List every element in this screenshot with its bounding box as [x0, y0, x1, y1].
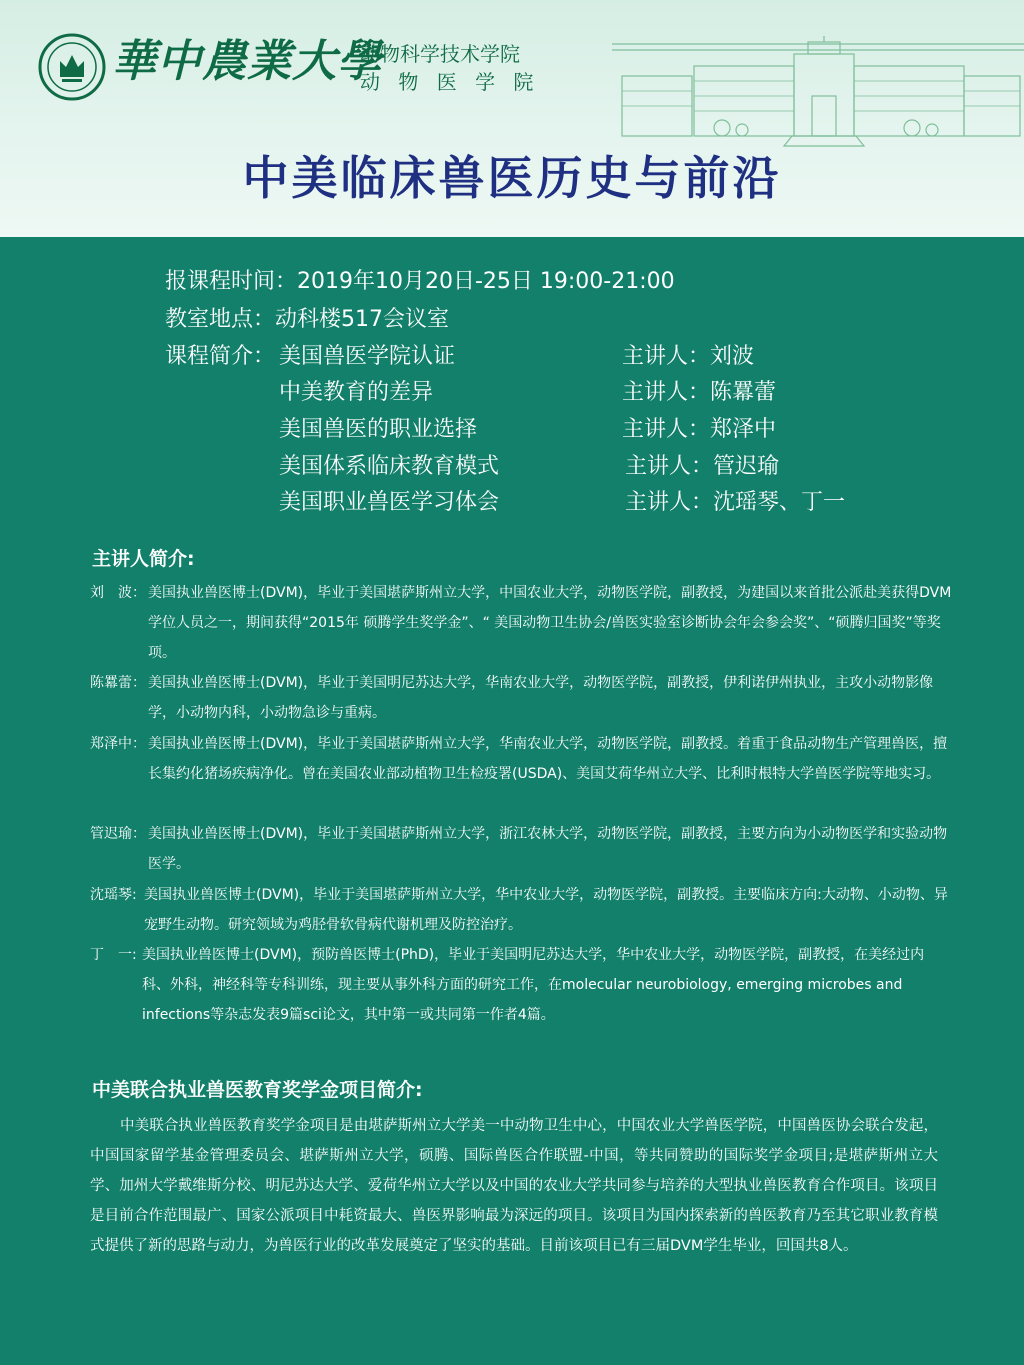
speaker-text: 美国执业兽医博士(DVM)，毕业于美国堪萨斯州立大学，华中农业大学，动物医学院，副教授。主要临床方向:大动物、小动物、异宠野生动物。研究领域为鸡胫骨软骨病代谢机理及防控治疗。 — [144, 887, 948, 933]
speaker-text: 美国执业兽医博士(DVM)，预防兽医博士(PhD)，毕业于美国明尼苏达大学，华中农业大学，动物医学院，副教授，在美经过内科、外科，神经科等专科训练，现主要从事外科方面的研究工作，在molecular neurobiology, emerging microbes and infections等杂志发表9篇sci论文，其中第一或共同第一作者4篇。 — [142, 947, 925, 1023]
speaker-name: 丁 一: — [90, 947, 137, 963]
course-item: 美国兽医的职业选择 — [279, 417, 478, 442]
campus-building-illustration — [612, 36, 1024, 148]
speaker-bio — [90, 578, 950, 668]
program-heading: 中美联合执业兽医教育奖学金项目简介: — [92, 1079, 423, 1101]
course-speaker: 主讲人：郑泽中 — [622, 417, 777, 442]
course-speaker: 主讲人：刘波 — [622, 344, 755, 369]
poster-title: 中美临床兽医历史与前沿 — [242, 151, 782, 205]
speakers-heading: 主讲人简介: — [92, 548, 195, 570]
course-item: 美国体系临床教育模式 — [279, 454, 500, 479]
university-name: 華中農業大學 — [112, 36, 382, 87]
speaker-name: 刘 波： — [90, 585, 146, 601]
speaker-name: 郑泽中： — [90, 736, 146, 752]
speaker-name: 沈瑶琴: — [90, 887, 137, 903]
speaker-bio — [90, 819, 950, 879]
university-seal-icon — [38, 33, 106, 101]
speaker-bio — [90, 940, 950, 1030]
program-description: 中美联合执业兽医教育奖学金项目是由堪萨斯州立大学美一中动物卫生中心，中国农业大学兽医学院，中国兽医协会联合发起，中国国家留学基金管理委员会、堪萨斯州立大学，硕腾、国际兽医合作联盟-中国，等共同赞助的国际奖学金项目;是堪萨斯州立大学、加州大学戴维斯分校、明尼苏达大学、爱荷华州立大学以及中国的农业大学共同参与培养的大型执业兽医教育合作项目。该项目是目前合作范围最广、国家公派项目中耗资最大、兽医界影响最为深远的项目。该项目为国内探索新的兽医教育乃至其它职业教育模式提供了新的思路与动力，为兽医行业的改革发展奠定了坚实的基础。目前该项目已有三届DVM学生毕业，回国共8人。 — [90, 1118, 938, 1254]
course-item: 美国兽医学院认证 — [279, 344, 456, 369]
course-speaker: 主讲人：管迟瑜 — [625, 454, 780, 479]
speaker-name: 管迟瑜： — [90, 826, 146, 842]
speaker-bio — [90, 729, 950, 819]
college-name-1: 动物科学技术学院 — [360, 42, 520, 66]
course-item: 美国职业兽医学习体会 — [279, 490, 500, 515]
speaker-text: 美国执业兽医博士(DVM)，毕业于美国堪萨斯州立大学，中国农业大学，动物医学院，副教授，为建国以来首批公派赴美获得DVM学位人员之一，期间获得“2015年 硕腾学生奖学金”、“ 美国动物卫生协会/兽医实验室诊断协会年会参会奖”、“硕腾归国奖”等奖项。 — [148, 585, 952, 661]
speaker-bio — [90, 668, 950, 728]
speaker-text: 美国执业兽医博士(DVM)，毕业于美国明尼苏达大学，华南农业大学，动物医学院，副教授，伊利诺伊州执业，主攻小动物影像学，小动物内科，小动物急诊与重病。 — [148, 675, 934, 721]
poster-header — [0, 0, 1024, 237]
course-speaker: 主讲人：沈瑶琴、丁一 — [625, 490, 846, 515]
course-item: 中美教育的差异 — [279, 380, 434, 405]
speaker-name: 陈羃蕾： — [90, 675, 146, 691]
course-time: 报课程时间：2019年10月20日-25日 19:00-21:00 — [165, 269, 675, 294]
college-name-2: 动 物 医 学 院 — [360, 70, 540, 94]
course-location: 教室地点：动科楼517会议室 — [165, 307, 449, 332]
speaker-text: 美国执业兽医博士(DVM)，毕业于美国堪萨斯州立大学，浙江农林大学，动物医学院，副教授，主要方向为小动物医学和实验动物医学。 — [148, 826, 948, 872]
course-speaker: 主讲人：陈羃蕾 — [622, 380, 777, 405]
speaker-text: 美国执业兽医博士(DVM)，毕业于美国堪萨斯州立大学，华南农业大学，动物医学院，副教授。着重于食品动物生产管理兽医，擅长集约化猪场疾病净化。曾在美国农业部动植物卫生检疫署(USDA)、美国艾荷华州立大学、比利时根特大学兽医学院等地实习。 — [148, 736, 948, 782]
course-intro-label: 课程简介： — [165, 344, 276, 369]
speaker-bio — [90, 880, 950, 940]
